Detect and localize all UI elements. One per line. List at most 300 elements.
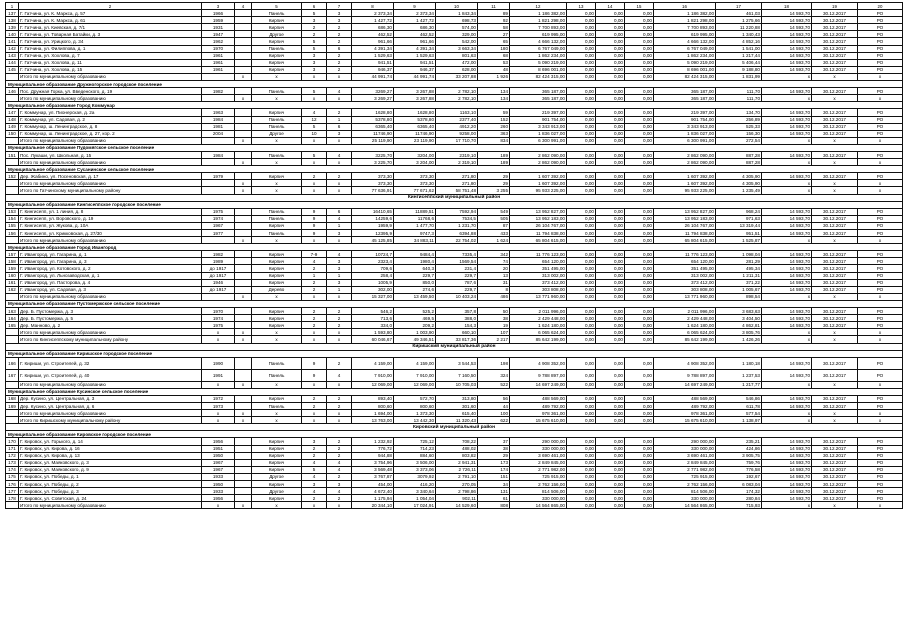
table-cell: 3269,27 [352, 88, 394, 95]
table-cell: 156 [6, 230, 19, 237]
table-cell: 31 [478, 279, 510, 286]
table-cell: 3 267,88 [394, 95, 436, 102]
table-cell: 11746,90 [352, 130, 394, 137]
table-cell: 1990 [202, 357, 235, 369]
table-cell: 5378,80 [394, 116, 436, 123]
table-cell: 11 776 123,00 [510, 251, 567, 258]
table-cell: 1 541,00 [716, 45, 762, 52]
table-cell: Кирпич [252, 173, 302, 180]
table-cell: 11746,90 [394, 130, 436, 137]
table-cell: 1950 [202, 481, 235, 488]
table-cell: x [327, 73, 352, 80]
table-cell: РО [858, 215, 903, 222]
table-row [6, 88, 903, 95]
table-cell: 20 344,10 [352, 502, 394, 509]
table-cell: 14 593,70 [762, 438, 812, 445]
table-cell: x [762, 329, 812, 336]
table-row [6, 459, 903, 466]
table-cell: 0,00 [625, 173, 654, 180]
table-cell: 0,00 [625, 237, 654, 244]
row-label-cell: Г. Кингисепп, ул. Воровского, д. 19 [19, 215, 202, 222]
table-cell: РО [858, 466, 903, 473]
table-row [6, 258, 903, 265]
table-cell: 0,00 [596, 293, 625, 300]
table-cell: x [202, 329, 235, 336]
table-cell: 2 319,10 [436, 159, 478, 166]
table-cell: 2 373,34 [394, 10, 436, 17]
table-cell: 1967 [202, 459, 235, 466]
table-cell: 59 [478, 109, 510, 116]
table-cell: 1005,9 [352, 279, 394, 286]
table-cell: 209,2 [394, 322, 436, 329]
row-label-cell: Дер. Кусино, ул. Центральная, д. 6 [19, 402, 202, 409]
table-cell: 714,23 [394, 445, 436, 452]
table-cell: x [252, 159, 302, 166]
table-cell [235, 52, 252, 59]
table-row [6, 357, 903, 369]
table-cell: 2 [327, 59, 352, 66]
table-cell: 0,00 [625, 10, 654, 17]
table-row [6, 322, 903, 329]
table-cell: 3 [302, 59, 327, 66]
table-cell: 1 607 392,00 [510, 180, 567, 187]
table-cell: 3 [302, 481, 327, 488]
district-header [6, 194, 903, 201]
table-cell: 44 991,74 [394, 73, 436, 80]
table-cell: 0,00 [596, 151, 625, 158]
table-cell [235, 45, 252, 52]
table-cell: 30.12.2017 [812, 151, 858, 158]
table-cell: 1970 [202, 45, 235, 52]
column-number: 16 [654, 3, 716, 10]
table-cell: 9 [302, 357, 327, 369]
table-cell: 4 305,90 [716, 180, 762, 187]
table-cell: 10 403,24 [436, 293, 478, 300]
table-cell: 0,00 [596, 17, 625, 24]
table-cell: Кирпич [252, 495, 302, 502]
row-label-cell: Г. Гатчина, ул. Хохлова, д. 15 [19, 66, 202, 73]
table-cell: x [252, 95, 302, 102]
table-cell: 611,78 [716, 402, 762, 409]
table-cell: 3204,00 [394, 151, 436, 158]
table-cell: 0,00 [596, 438, 625, 445]
table-cell: 5 [302, 38, 327, 45]
table-cell: 0,00 [625, 17, 654, 24]
table-cell: 1 607 392,00 [654, 180, 716, 187]
table-cell: 95 933 225,00 [510, 187, 567, 194]
table-cell: 3 [302, 52, 327, 59]
table-cell: 163 [6, 308, 19, 315]
table-cell: 0,00 [567, 52, 596, 59]
table-cell: x [235, 159, 252, 166]
table-cell: 0,00 [596, 137, 625, 144]
table-cell: РО [858, 402, 903, 409]
table-cell: 0,00 [625, 357, 654, 369]
table-cell: x [302, 410, 327, 417]
table-cell: 14 564 865,00 [510, 502, 567, 509]
table-cell: 164 [6, 315, 19, 322]
table-cell: Кирпич [252, 395, 302, 402]
table-cell: x [302, 73, 327, 80]
table-cell: Кирпич [252, 452, 302, 459]
table-cell: 1972 [202, 395, 235, 402]
table-cell [235, 315, 252, 322]
table-row [6, 173, 903, 180]
table-cell: 3 767,87 [352, 473, 394, 480]
table-cell: 14 593,70 [762, 322, 812, 329]
table-cell: x [235, 180, 252, 187]
municipality-section-header [6, 166, 903, 173]
table-cell: 351 495,00 [510, 265, 567, 272]
table-cell: 522 [478, 381, 510, 388]
table-cell: 4 159,00 [394, 357, 436, 369]
table-cell: 176 [6, 481, 19, 488]
table-cell: 30.12.2017 [812, 45, 858, 52]
table-cell: 3 [327, 130, 352, 137]
table-cell: 14 593,70 [762, 395, 812, 402]
table-cell: x [327, 329, 352, 336]
table-cell: 1991 [202, 369, 235, 381]
table-cell [6, 293, 19, 300]
table-cell: x [812, 293, 858, 300]
district-title: Киришский муниципальный район [6, 343, 903, 350]
table-cell: 30.12.2017 [812, 123, 858, 130]
table-cell: 30.12.2017 [812, 481, 858, 488]
table-cell: 968,24 [716, 208, 762, 215]
table-cell: 941,51 [394, 59, 436, 66]
table-cell: x [252, 187, 302, 194]
table-cell: 0,00 [567, 38, 596, 45]
table-cell [235, 459, 252, 466]
table-cell: 11 320,43 [436, 417, 478, 424]
table-cell: x [302, 180, 327, 187]
table-cell: 53 [478, 59, 510, 66]
column-number: 14 [596, 3, 625, 10]
table-cell: x [812, 410, 858, 417]
table-cell: 37 [478, 438, 510, 445]
table-cell: 3225,70 [352, 151, 394, 158]
row-label-cell: Г. Ивангород, ул. Гагарина, д. 3 [19, 258, 202, 265]
table-cell: 0,00 [567, 66, 596, 73]
column-number: 6 [302, 3, 327, 10]
table-cell: 30.12.2017 [812, 116, 858, 123]
table-cell: 0,00 [567, 495, 596, 502]
subtotal-row [6, 329, 903, 336]
table-cell: 2 [327, 24, 352, 31]
table-cell: 725,12 [394, 438, 436, 445]
table-cell: 3 [327, 230, 352, 237]
row-label-cell: Г. Гатчина, ул. Хохлова, д. 11 [19, 59, 202, 66]
table-cell: 1979 [202, 173, 235, 180]
housing-repair-register-table [5, 2, 903, 509]
table-cell: 2 011 996,00 [510, 308, 567, 315]
table-cell: 1 211,31 [716, 272, 762, 279]
table-cell: РО [858, 438, 903, 445]
table-cell: Панель [252, 230, 302, 237]
table-cell: 174 [478, 466, 510, 473]
table-cell [235, 173, 252, 180]
table-cell: 50 [478, 308, 510, 315]
table-cell: x [812, 187, 858, 194]
table-cell: 171 [6, 445, 19, 452]
table-cell: 65 804 615,00 [510, 237, 567, 244]
table-cell: РО [858, 258, 903, 265]
table-cell: 2 771 982,00 [510, 466, 567, 473]
table-row [6, 59, 903, 66]
table-cell: 961,66 [394, 38, 436, 45]
table-row [6, 10, 903, 17]
table-cell: 2 [302, 445, 327, 452]
table-cell: 324 [478, 369, 510, 381]
table-cell: 30.12.2017 [812, 52, 858, 59]
municipality-section-header [6, 201, 903, 208]
table-cell: РО [858, 286, 903, 293]
table-cell: x [235, 417, 252, 424]
row-label-cell: Г. Коммунар, ш. Ленинградское, д. 8 [19, 123, 202, 130]
table-cell: 14 593,70 [762, 173, 812, 180]
table-cell: 0,00 [567, 488, 596, 495]
table-cell: 2 [302, 315, 327, 322]
table-cell: РО [858, 130, 903, 137]
table-cell: 13 952 183,00 [510, 215, 567, 222]
table-cell: 158 [6, 258, 19, 265]
table-cell: 1 427,72 [394, 17, 436, 24]
table-cell: 893,40 [352, 395, 394, 402]
subtotal-row [6, 187, 903, 194]
table-cell: 1 426,26 [716, 336, 762, 343]
table-cell: Панель [252, 208, 302, 215]
table-cell: Кирпич [252, 258, 302, 265]
table-cell: 7 160,50 [436, 369, 478, 381]
table-cell: 901 754,00 [510, 116, 567, 123]
table-cell: Дерево [252, 286, 302, 293]
table-cell: 0,00 [596, 272, 625, 279]
table-cell: x [202, 336, 235, 343]
table-cell: 13 442,30 [394, 417, 436, 424]
table-cell: 1569,54 [436, 258, 478, 265]
table-cell: 0,00 [596, 402, 625, 409]
table-cell: 167 [6, 369, 19, 381]
table-cell: 313 002,00 [654, 272, 716, 279]
table-cell [235, 473, 252, 480]
row-label-cell: Г. Гатчина, ул. Киевская, д. 7/1 [19, 24, 202, 31]
table-cell: 1 186 382,00 [654, 10, 716, 17]
table-cell: 30.12.2017 [812, 357, 858, 369]
row-label-cell: Г. Кировск, ул. Кирова, д. 13 [19, 452, 202, 459]
table-cell: 229,7 [394, 272, 436, 279]
table-cell: 1977 [202, 230, 235, 237]
table-cell: 5 090 219,00 [654, 59, 716, 66]
table-cell: x [327, 417, 352, 424]
row-label-cell: Пос. Дружная Горка, ул. Введенского, д. 19 [19, 88, 202, 95]
table-cell: 3 663,34 [436, 45, 478, 52]
table-cell: 2 [302, 173, 327, 180]
table-cell: x [252, 73, 302, 80]
table-cell: 9258,00 [436, 130, 478, 137]
table-cell: 3 [327, 258, 352, 265]
table-cell: 151 [6, 151, 19, 158]
table-cell: 0,00 [625, 265, 654, 272]
table-cell: 0,00 [596, 130, 625, 137]
table-cell: 14 593,70 [762, 315, 812, 322]
table-cell: x [302, 381, 327, 388]
table-cell: 1 340,43 [716, 31, 762, 38]
column-number-row [6, 3, 903, 10]
table-cell: 14 593,70 [762, 308, 812, 315]
table-cell: x [858, 95, 903, 102]
table-cell: 12 069,00 [394, 381, 436, 388]
table-cell: 495,34 [716, 265, 762, 272]
table-row [6, 52, 903, 59]
table-cell [235, 123, 252, 130]
table-cell: Панель [252, 88, 302, 95]
table-cell: 776,72 [352, 445, 394, 452]
table-cell: 801,63 [436, 52, 478, 59]
table-cell: 0,00 [567, 230, 596, 237]
table-cell [6, 137, 19, 144]
table-cell: 3 343 913,00 [654, 123, 716, 130]
table-cell: 14259,6 [352, 215, 394, 222]
table-cell [235, 258, 252, 265]
table-cell: 30.12.2017 [812, 59, 858, 66]
table-cell: 0,00 [567, 187, 596, 194]
table-cell: 0,00 [567, 381, 596, 388]
table-cell: 0,00 [567, 258, 596, 265]
table-cell: 0,00 [625, 315, 654, 322]
table-cell: 0,00 [596, 116, 625, 123]
table-cell: 30.12.2017 [812, 109, 858, 116]
table-cell: 4 [302, 258, 327, 265]
table-cell: 173 [478, 459, 510, 466]
table-cell: 13 319,44 [716, 222, 762, 229]
table-cell: 111,70 [716, 95, 762, 102]
table-cell: x [762, 180, 812, 187]
table-cell: x [327, 180, 352, 187]
table-cell: 1 624 180,00 [510, 322, 567, 329]
table-cell: 6365,40 [394, 123, 436, 130]
table-cell: 172 [6, 452, 19, 459]
municipality-section-header [6, 102, 903, 109]
table-cell: 303 808,00 [654, 286, 716, 293]
table-cell: 4 [327, 369, 352, 381]
table-cell: 19 [478, 322, 510, 329]
table-cell: 0,00 [567, 17, 596, 24]
table-cell: 13 [478, 272, 510, 279]
table-cell: x [762, 293, 812, 300]
table-cell: 65 804 615,00 [654, 237, 716, 244]
table-cell: 2323,4 [352, 258, 394, 265]
table-cell: 5 [302, 123, 327, 130]
table-cell: 2 [327, 473, 352, 480]
table-cell: 14 593,70 [762, 109, 812, 116]
table-cell: x [235, 137, 252, 144]
table-cell [235, 230, 252, 237]
table-cell: 1 217,77 [716, 381, 762, 388]
table-cell: 149 [6, 123, 19, 130]
table-cell: 0,00 [625, 466, 654, 473]
table-cell: РО [858, 173, 903, 180]
row-label-cell: Г. Гатчина, ул. Филиппова, д. 1 [19, 45, 202, 52]
table-cell: 1974 [202, 215, 235, 222]
table-cell: 0,00 [625, 495, 654, 502]
table-cell: 7335,4 [436, 251, 478, 258]
table-cell: 0,00 [625, 502, 654, 509]
row-label-cell: Итого по муниципальному образованию [19, 502, 202, 509]
table-cell: 1 [327, 272, 352, 279]
table-cell: 3 [302, 17, 327, 24]
table-cell: 946,37 [394, 66, 436, 73]
table-cell: 0,00 [625, 230, 654, 237]
table-cell: 9484,4 [394, 251, 436, 258]
table-cell: 0,00 [567, 410, 596, 417]
table-cell: 3 404,50 [716, 315, 762, 322]
row-label-cell: Г. Кириши, ул. Строителей, д. 32 [19, 357, 202, 369]
column-number: 7 [327, 3, 352, 10]
table-cell: 3 373,06 [394, 466, 436, 473]
table-cell: x [812, 237, 858, 244]
table-cell: 11 794 838,00 [510, 230, 567, 237]
table-cell: 2 [327, 66, 352, 73]
row-label-cell: Г. Коммунар, ул. Пионерская, д. 2а [19, 109, 202, 116]
table-cell: РО [858, 322, 903, 329]
table-cell: 0,00 [596, 466, 625, 473]
table-cell: 2 [327, 402, 352, 409]
table-cell: 898,54 [716, 293, 762, 300]
table-cell: x [812, 502, 858, 509]
table-cell: 2 373,34 [352, 10, 394, 17]
table-cell: 0,00 [625, 452, 654, 459]
table-cell: 0,00 [567, 180, 596, 187]
row-label-cell: Г. Гатчина, ул. Товарная Батайки, д. 3 [19, 31, 202, 38]
table-cell: 0,00 [625, 445, 654, 452]
table-cell: 1959 [202, 17, 235, 24]
table-cell: 14 593,70 [762, 59, 812, 66]
table-cell: 3 506,00 [394, 459, 436, 466]
table-cell: 1628,80 [394, 109, 436, 116]
table-cell [6, 73, 19, 80]
table-cell: 189 [478, 151, 510, 158]
table-cell: 48 [478, 66, 510, 73]
table-cell: 229,7 [436, 286, 478, 293]
table-cell: 7 910,00 [352, 369, 394, 381]
table-cell: 640,3 [394, 265, 436, 272]
table-cell: 9 [302, 222, 327, 229]
table-cell: 22 754,02 [436, 237, 478, 244]
table-cell: 0,00 [596, 445, 625, 452]
table-cell: 0,00 [567, 95, 596, 102]
column-number: 4 [235, 3, 252, 10]
table-cell: 0,00 [596, 452, 625, 459]
table-row [6, 130, 903, 137]
table-cell [235, 445, 252, 452]
table-row [6, 123, 903, 130]
district-header [6, 343, 903, 350]
table-cell: 1967 [202, 466, 235, 473]
table-cell: 4 [327, 215, 352, 222]
table-cell: 14 593,70 [762, 45, 812, 52]
table-cell: 0,00 [625, 369, 654, 381]
table-cell: 49 346,51 [394, 336, 436, 343]
table-cell: x [252, 329, 302, 336]
table-cell [235, 369, 252, 381]
table-cell: 3 [327, 481, 352, 488]
table-cell: 0,00 [596, 369, 625, 381]
table-cell: 0,00 [596, 279, 625, 286]
row-label-cell: Г. Кингисепп, ул. 1 линия, д. 8 [19, 208, 202, 215]
table-cell: РО [858, 116, 903, 123]
table-row [6, 395, 903, 402]
subtotal-row [6, 159, 903, 166]
